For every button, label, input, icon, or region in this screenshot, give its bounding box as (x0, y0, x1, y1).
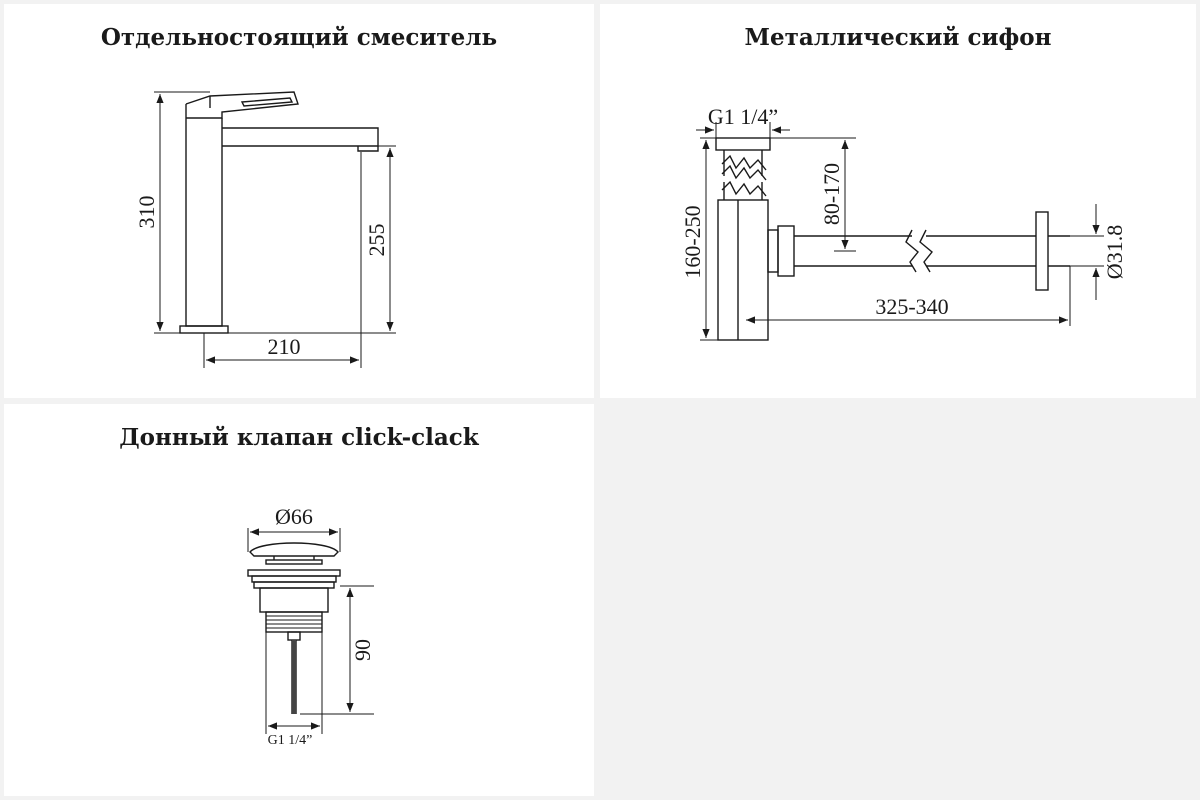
dim-height-range-label: 160-250 (680, 205, 705, 279)
faucet-title: Отдельностоящий смеситель (100, 24, 498, 51)
dim-thread-bottom (268, 726, 320, 748)
dim-pipe-diameter (1070, 204, 1127, 300)
empty-panel (600, 404, 1196, 796)
faucet-drawing (4, 4, 594, 398)
dim-height-range (680, 138, 718, 340)
dim-thread-top (696, 104, 790, 138)
dim-height-90 (300, 586, 375, 714)
faucet-panel (4, 4, 594, 398)
dim-210 (204, 152, 361, 368)
siphon-drawing (600, 4, 1196, 398)
dim-drop-range (770, 138, 856, 251)
valve-drawing (4, 404, 594, 796)
faucet-body (180, 92, 378, 333)
dim-thread-top-label: G1 1/4” (707, 104, 779, 129)
valve-body (248, 543, 340, 734)
dim-cap-diameter-label: Ø66 (275, 504, 313, 529)
dim-210-label: 210 (267, 334, 301, 359)
dim-255-label: 255 (364, 223, 389, 257)
valve-panel (4, 404, 594, 796)
dim-drop-range-label: 80-170 (819, 162, 844, 226)
valve-title: Донный клапан click-clack (119, 424, 479, 451)
dim-thread-bottom-label: G1 1/4” (267, 733, 313, 748)
dim-length-range-label: 325-340 (875, 294, 949, 319)
dim-pipe-diameter-label: Ø31.8 (1102, 224, 1127, 280)
dim-310 (134, 92, 210, 333)
dim-310-label: 310 (134, 195, 159, 229)
dim-255 (228, 146, 396, 333)
dim-cap-diameter (248, 504, 340, 552)
siphon-panel (600, 4, 1196, 398)
siphon-title: Металлический сифон (744, 24, 1052, 51)
dim-height-90-label: 90 (350, 639, 375, 661)
